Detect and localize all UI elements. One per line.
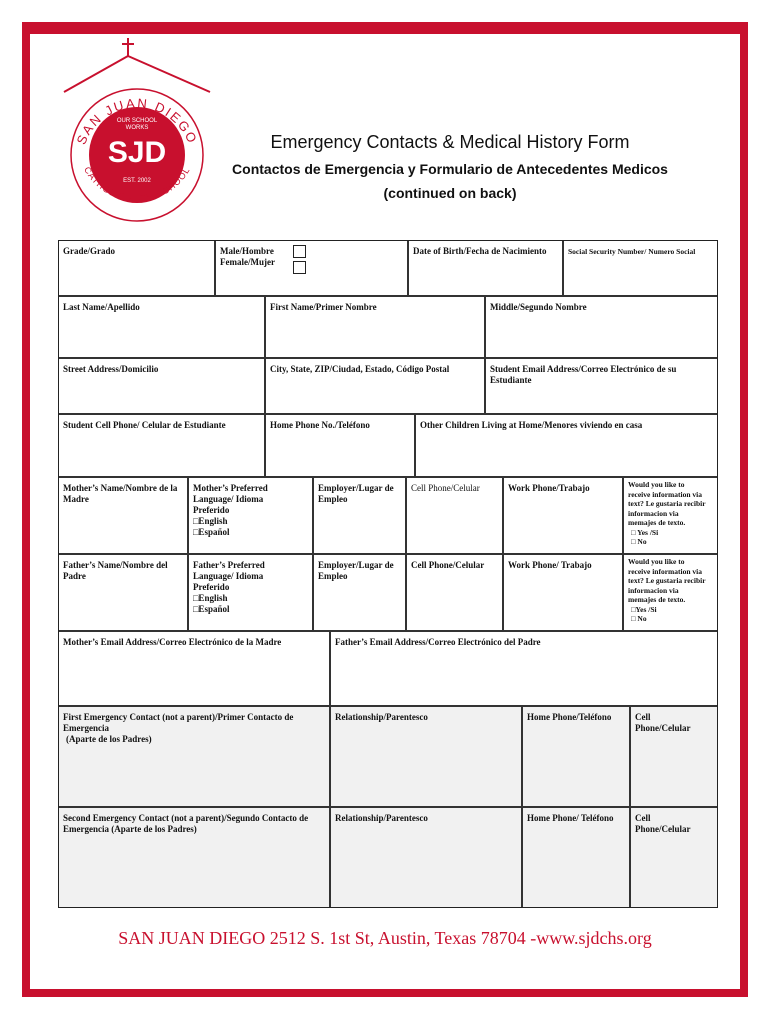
emergency-contact-2-label-2: Emergencia (Aparte de los Padres) [63,824,197,834]
father-text-yes-option[interactable]: □Yes /Si [631,604,657,614]
city-state-zip-label: City, State, ZIP/Ciudad, Estado, Código Postal [270,364,450,374]
father-text-optin-field [623,554,718,631]
mother-text-line-4: informacion via [628,508,679,518]
father-employer-field[interactable] [313,554,406,631]
father-text-line-1: Would you like to [628,557,685,566]
emergency-contact-1-label-3: (Aparte de los Padres) [66,734,152,744]
emergency-contact-2-label-1: Second Emergency Contact (not a parent)/Segundo Contacto de [63,813,309,823]
emergency-contact-1-relationship-label: Relationship/Parentesco [335,712,428,722]
emergency-contact-1-relationship-field[interactable] [330,706,522,807]
continued-note: (continued on back) [383,185,517,201]
street-address-label: Street Address/Domicilio [63,364,159,374]
mother-cell-field[interactable] [406,477,503,554]
father-work-phone-field[interactable] [503,554,623,631]
emergency-contact-2-cell-field[interactable] [630,807,718,908]
female-checkbox[interactable] [293,261,306,274]
father-text-line-4: informacion via [628,585,679,595]
emergency-contact-1-label-1: First Emergency Contact (not a parent)/Primer Contacto de [63,712,294,722]
school-logo [62,30,212,230]
first-name-label: First Name/Primer Nombre [270,302,377,312]
home-phone-label: Home Phone No./Teléfono [270,420,370,430]
dob-label: Date of Birth/Fecha de Nacimiento [413,246,547,256]
mother-cell-label: Cell Phone/Celular [411,483,480,493]
last-name-field[interactable] [58,296,265,358]
emergency-contact-2-relationship-label: Relationship/Parentesco [335,813,428,823]
father-name-label: Father’s Name/Nombre del Padre [63,560,168,581]
father-cell-field[interactable] [406,554,503,631]
ssn-field[interactable] [563,240,718,296]
mother-spanish-option[interactable]: □Español [193,527,230,537]
grade-label: Grade/Grado [63,246,115,256]
footer-address: SAN JUAN DIEGO 2512 S. 1st St, Austin, Texas 78704 -www.sjdchs.org [118,928,652,948]
mother-text-optin-field [623,477,718,554]
father-employer-label: Employer/Lugar de Empleo [318,560,394,581]
father-language-label-3: Preferido [193,582,230,592]
logo-tagline-1: OUR SCHOOL [116,118,158,124]
father-language-field [188,554,313,631]
other-children-field[interactable] [415,414,718,477]
last-name-label: Last Name/Apellido [63,302,140,312]
father-email-field[interactable] [330,631,718,706]
father-language-label-1: Father’s Preferred [193,560,265,570]
mother-name-field[interactable] [58,477,188,554]
mother-email-label: Mother’s Email Address/Correo Electrónico de la Madre [63,637,282,647]
father-text-no-option[interactable]: □ No [631,614,647,623]
mother-text-line-3: text? Le gustaria recibir [628,499,706,508]
emergency-contact-2-home-phone-label: Home Phone/ Teléfono [527,813,614,823]
logo-est: EST. 2002 [123,178,151,184]
gender-field [215,240,408,296]
female-label: Female/Mujer [220,257,275,267]
mother-text-line-1: Would you like to [628,480,685,489]
student-cell-field[interactable] [58,414,265,477]
emergency-contact-1-cell-field[interactable] [630,706,718,807]
form-subtitle: Contactos de Emergencia y Formulario de Antecedentes Medicos [232,161,668,177]
other-children-label: Other Children Living at Home/Menores viviendo en casa [420,420,643,430]
logo-name-arc: SAN JUAN DIEGO [73,95,201,147]
church-roof-icon [64,38,210,92]
mother-email-field[interactable] [58,631,330,706]
mother-work-phone-field[interactable] [503,477,623,554]
father-work-phone-label: Work Phone/ Trabajo [508,560,592,570]
father-name-field[interactable] [58,554,188,631]
emergency-contact-2-cell-label-1: Cell [635,813,651,823]
emergency-contact-2-field[interactable] [58,807,330,908]
mother-text-no-option[interactable]: □ No [631,537,647,546]
father-text-line-2: receive information via [628,566,703,576]
mother-work-phone-label: Work Phone/Trabajo [508,483,590,493]
grade-field[interactable] [58,240,215,296]
dob-field[interactable] [408,240,563,296]
street-address-field[interactable] [58,358,265,414]
student-email-label: Student Email Address/Correo Electrónico de su Estudiante [490,364,677,385]
emergency-contact-1-home-phone-label: Home Phone/Teléfono [527,712,612,722]
emergency-contact-1-label-2: Emergencia [63,723,109,733]
father-language-label-2: Language/ Idioma [193,571,264,581]
city-state-zip-field[interactable] [265,358,485,414]
mother-employer-field[interactable] [313,477,406,554]
mother-employer-label: Employer/Lugar de Empleo [318,483,394,504]
middle-name-field[interactable] [485,296,718,358]
form-heading [215,132,685,201]
mother-name-label: Mother’s Name/Nombre de la Madre [63,483,178,504]
home-phone-field[interactable] [265,414,415,477]
father-text-line-3: text? Le gustaria recibir [628,576,706,585]
mother-text-yes-option[interactable]: □ Yes /Si [631,527,659,537]
mother-language-label-2: Language/ Idioma [193,494,264,504]
father-english-option[interactable]: □English [193,593,228,603]
father-text-line-5: memajes de texto. [628,595,686,604]
emergency-contact-2-relationship-field[interactable] [330,807,522,908]
emergency-contact-1-cell-label-1: Cell [635,712,651,722]
emergency-contact-2-cell-label-2: Phone/Celular [635,824,691,834]
student-email-field[interactable] [485,358,718,414]
emergency-contact-1-cell-label-2: Phone/Celular [635,723,691,733]
emergency-contact-1-field[interactable] [58,706,330,807]
mother-text-line-2: receive information via [628,489,703,499]
father-email-label: Father’s Email Address/Correo Electrónico del Padre [335,637,541,647]
logo-initials: SJD [107,136,167,169]
mother-language-field [188,477,313,554]
mother-language-label-3: Preferido [193,505,230,515]
male-label: Male/Hombre [220,246,274,256]
father-cell-label: Cell Phone/Celular [411,560,485,570]
ssn-label: Social Security Number/ Numero Social [568,247,696,256]
male-checkbox[interactable] [293,245,306,258]
mother-english-option[interactable]: □English [193,516,228,526]
emergency-contact-1-home-phone-field[interactable] [522,706,630,807]
first-name-field[interactable] [265,296,485,358]
logo-tagline-2: WORKS [125,125,149,131]
father-spanish-option[interactable]: □Español [193,604,230,614]
mother-text-line-5: memajes de texto. [628,518,686,527]
mother-language-label-1: Mother’s Preferred [193,483,268,493]
emergency-contact-2-home-phone-field[interactable] [522,807,630,908]
middle-name-label: Middle/Segundo Nombre [490,302,587,312]
student-cell-label: Student Cell Phone/ Celular de Estudiante [63,420,226,430]
form-title: Emergency Contacts & Medical History Form [270,132,630,152]
logo-school-arc: CATHOLIC HIGH SCHOOL [82,164,192,204]
